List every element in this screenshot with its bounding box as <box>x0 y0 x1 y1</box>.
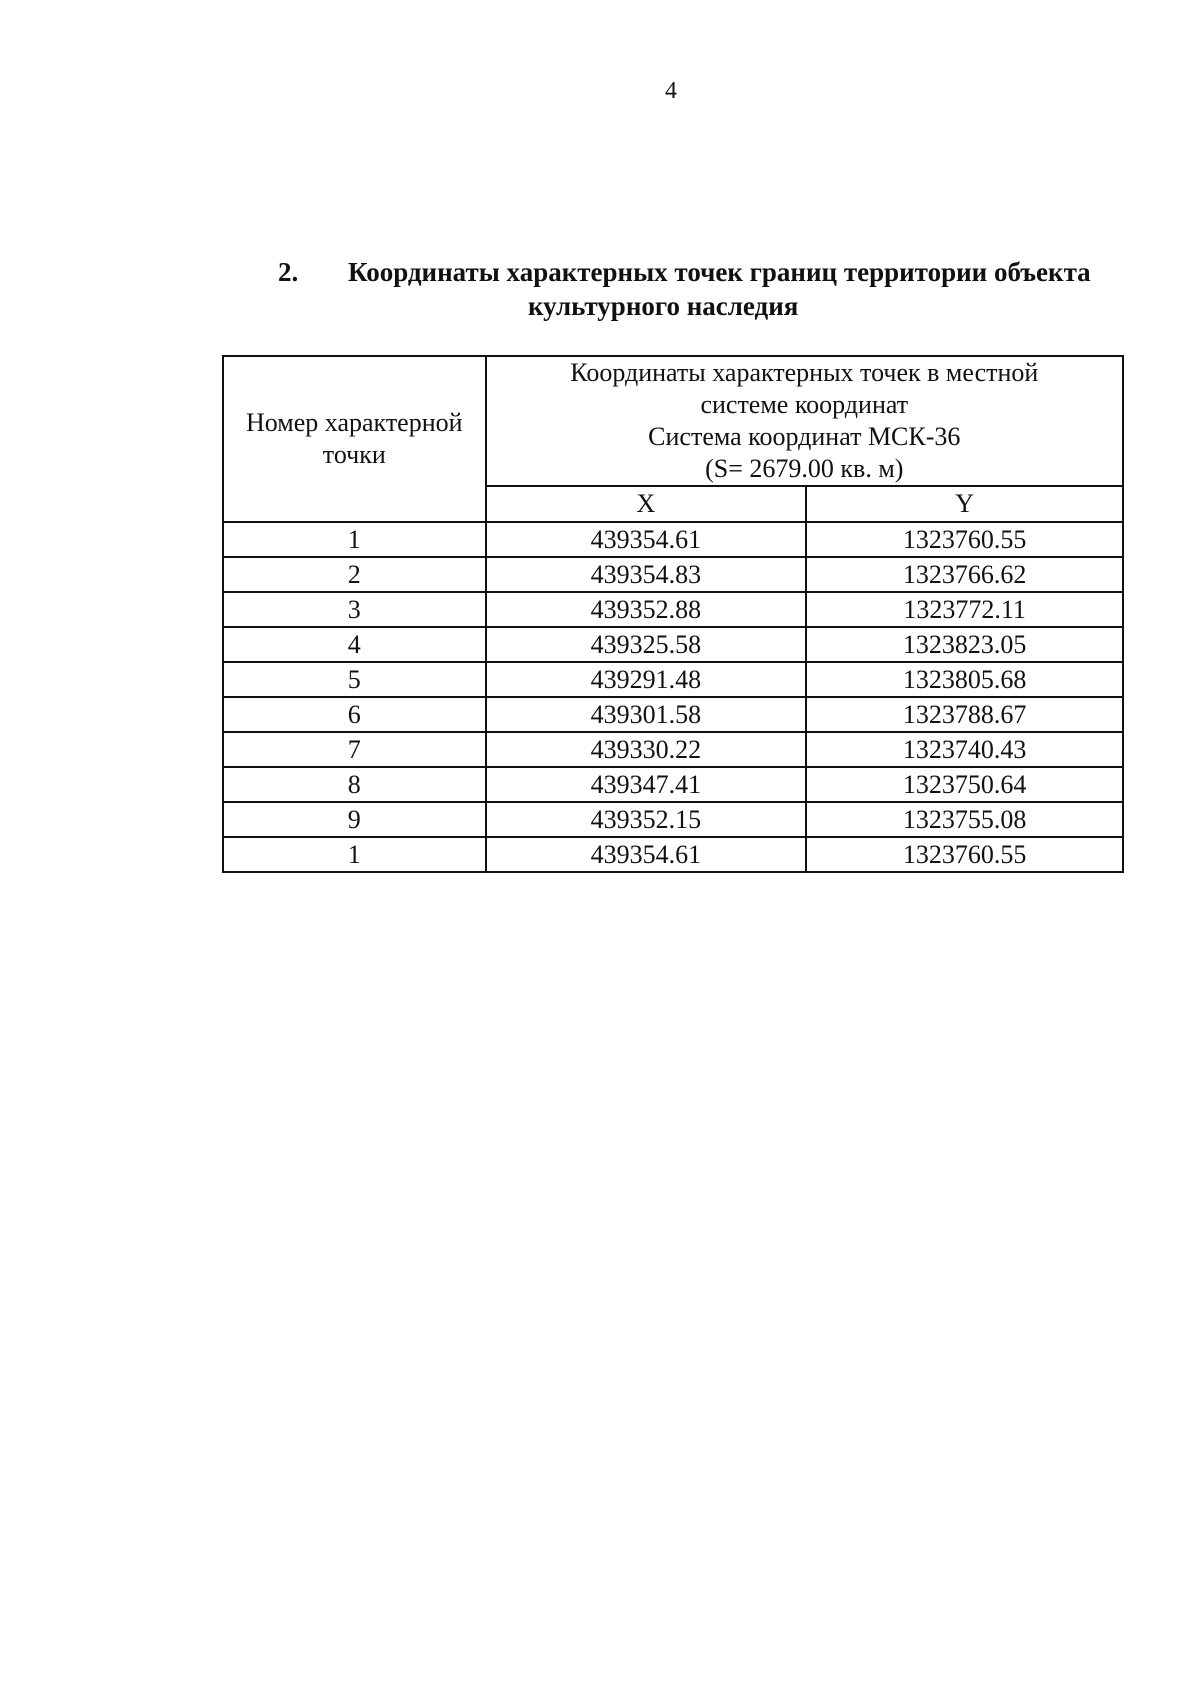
table-row <box>223 522 1123 557</box>
table-row <box>223 697 1123 732</box>
x-cell: 439352.15 <box>486 802 807 837</box>
point-cell: 3 <box>223 592 486 627</box>
x-cell: 439301.58 <box>486 697 807 732</box>
point-number-header <box>223 356 486 522</box>
y-cell: 1323760.55 <box>806 837 1123 872</box>
table-row <box>223 557 1123 592</box>
table-row <box>223 732 1123 767</box>
x-cell: 439330.22 <box>486 732 807 767</box>
y-cell: 1323788.67 <box>806 697 1123 732</box>
table-row <box>223 627 1123 662</box>
y-cell: 1323823.05 <box>806 627 1123 662</box>
system-header-line-4: (S= 2679.00 кв. м) <box>705 454 904 483</box>
y-cell: 1323740.43 <box>806 732 1123 767</box>
point-cell: 7 <box>223 732 486 767</box>
heading-text-line-1: Координаты характерных точек границ территории объекта <box>348 257 1091 287</box>
x-cell: 439347.41 <box>486 767 807 802</box>
x-cell: 439354.61 <box>486 522 807 557</box>
point-number-header-text: Номер характерной точки <box>246 408 463 469</box>
table-row <box>223 592 1123 627</box>
y-cell: 1323750.64 <box>806 767 1123 802</box>
table-header-row <box>223 356 1123 486</box>
table-row <box>223 802 1123 837</box>
x-cell: 439325.58 <box>486 627 807 662</box>
table-row <box>223 767 1123 802</box>
y-cell: 1323766.62 <box>806 557 1123 592</box>
heading-text-line-2: культурного наследия <box>528 291 799 321</box>
coordinates-table <box>222 355 1124 873</box>
y-cell: 1323755.08 <box>806 802 1123 837</box>
x-cell: 439291.48 <box>486 662 807 697</box>
section-heading <box>278 255 1158 323</box>
y-cell: 1323805.68 <box>806 662 1123 697</box>
point-cell: 1 <box>223 837 486 872</box>
system-header-line-3: Система координат МСК-36 <box>648 422 961 451</box>
point-cell: 5 <box>223 662 486 697</box>
point-cell: 2 <box>223 557 486 592</box>
table-row <box>223 837 1123 872</box>
table-row <box>223 662 1123 697</box>
coordinate-system-header <box>486 356 1123 486</box>
system-header-line-1: Координаты характерных точек в местной <box>570 358 1039 387</box>
x-header: X <box>486 486 807 522</box>
point-cell: 8 <box>223 767 486 802</box>
y-cell: 1323760.55 <box>806 522 1123 557</box>
page-number: 4 <box>665 78 677 104</box>
x-cell: 439354.61 <box>486 837 807 872</box>
heading-number: 2. <box>278 257 299 287</box>
y-cell: 1323772.11 <box>806 592 1123 627</box>
point-cell: 6 <box>223 697 486 732</box>
point-cell: 9 <box>223 802 486 837</box>
x-cell: 439352.88 <box>486 592 807 627</box>
point-cell: 1 <box>223 522 486 557</box>
y-header: Y <box>806 486 1123 522</box>
heading-line-1 <box>278 255 1158 289</box>
x-cell: 439354.83 <box>486 557 807 592</box>
point-cell: 4 <box>223 627 486 662</box>
system-header-line-2: системе координат <box>700 390 909 419</box>
